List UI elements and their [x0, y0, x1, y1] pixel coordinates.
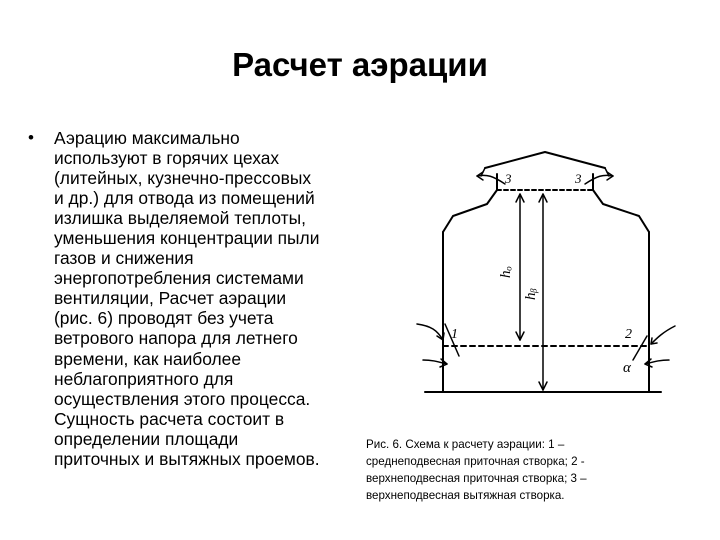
aeration-diagram — [395, 128, 695, 433]
bullet-list — [28, 128, 373, 469]
label-3-left: 3 — [505, 171, 512, 186]
bullet-text: Аэрацию максимально используют в горячих цехах (литейных, кузнечно-прессовых и др.) для отвода из помещений излишка выделяемой теплоты, уменьшения концентрации пыли газов и снижения энергопотребления системами вентиляции, Расчет аэрации (рис. 6) проводят без учета ветрового напора для летнего времени, как наиболее неблагоприятного для осуществления этого процесса. Сущность расчета состоит в определении площади приточных и вытяжных проемов. — [54, 128, 320, 469]
inlet-arrow-right-upper — [651, 326, 675, 344]
figure-caption: Рис. 6. Схема к расчету аэрации: 1 – среднеподвесная приточная створка; 2 - верхнеподвесная приточная створка; 3 – верхнеподвесная вытяжная створка. — [366, 438, 587, 502]
bullet-marker: • — [28, 128, 34, 147]
label-1: 1 — [451, 327, 458, 342]
roof-cap — [485, 152, 605, 168]
label-3-right: 3 — [575, 171, 582, 186]
sash-2 — [633, 336, 647, 360]
bullet-item — [28, 128, 373, 469]
slide-title: Расчет аэрации — [232, 46, 488, 83]
label-h-o: hₒ — [498, 266, 514, 278]
label-2: 2 — [625, 327, 632, 342]
label-h-b: hᵦ — [523, 288, 539, 300]
roof-right — [593, 190, 649, 232]
label-alpha: α — [623, 360, 631, 376]
roof-left — [443, 190, 497, 232]
